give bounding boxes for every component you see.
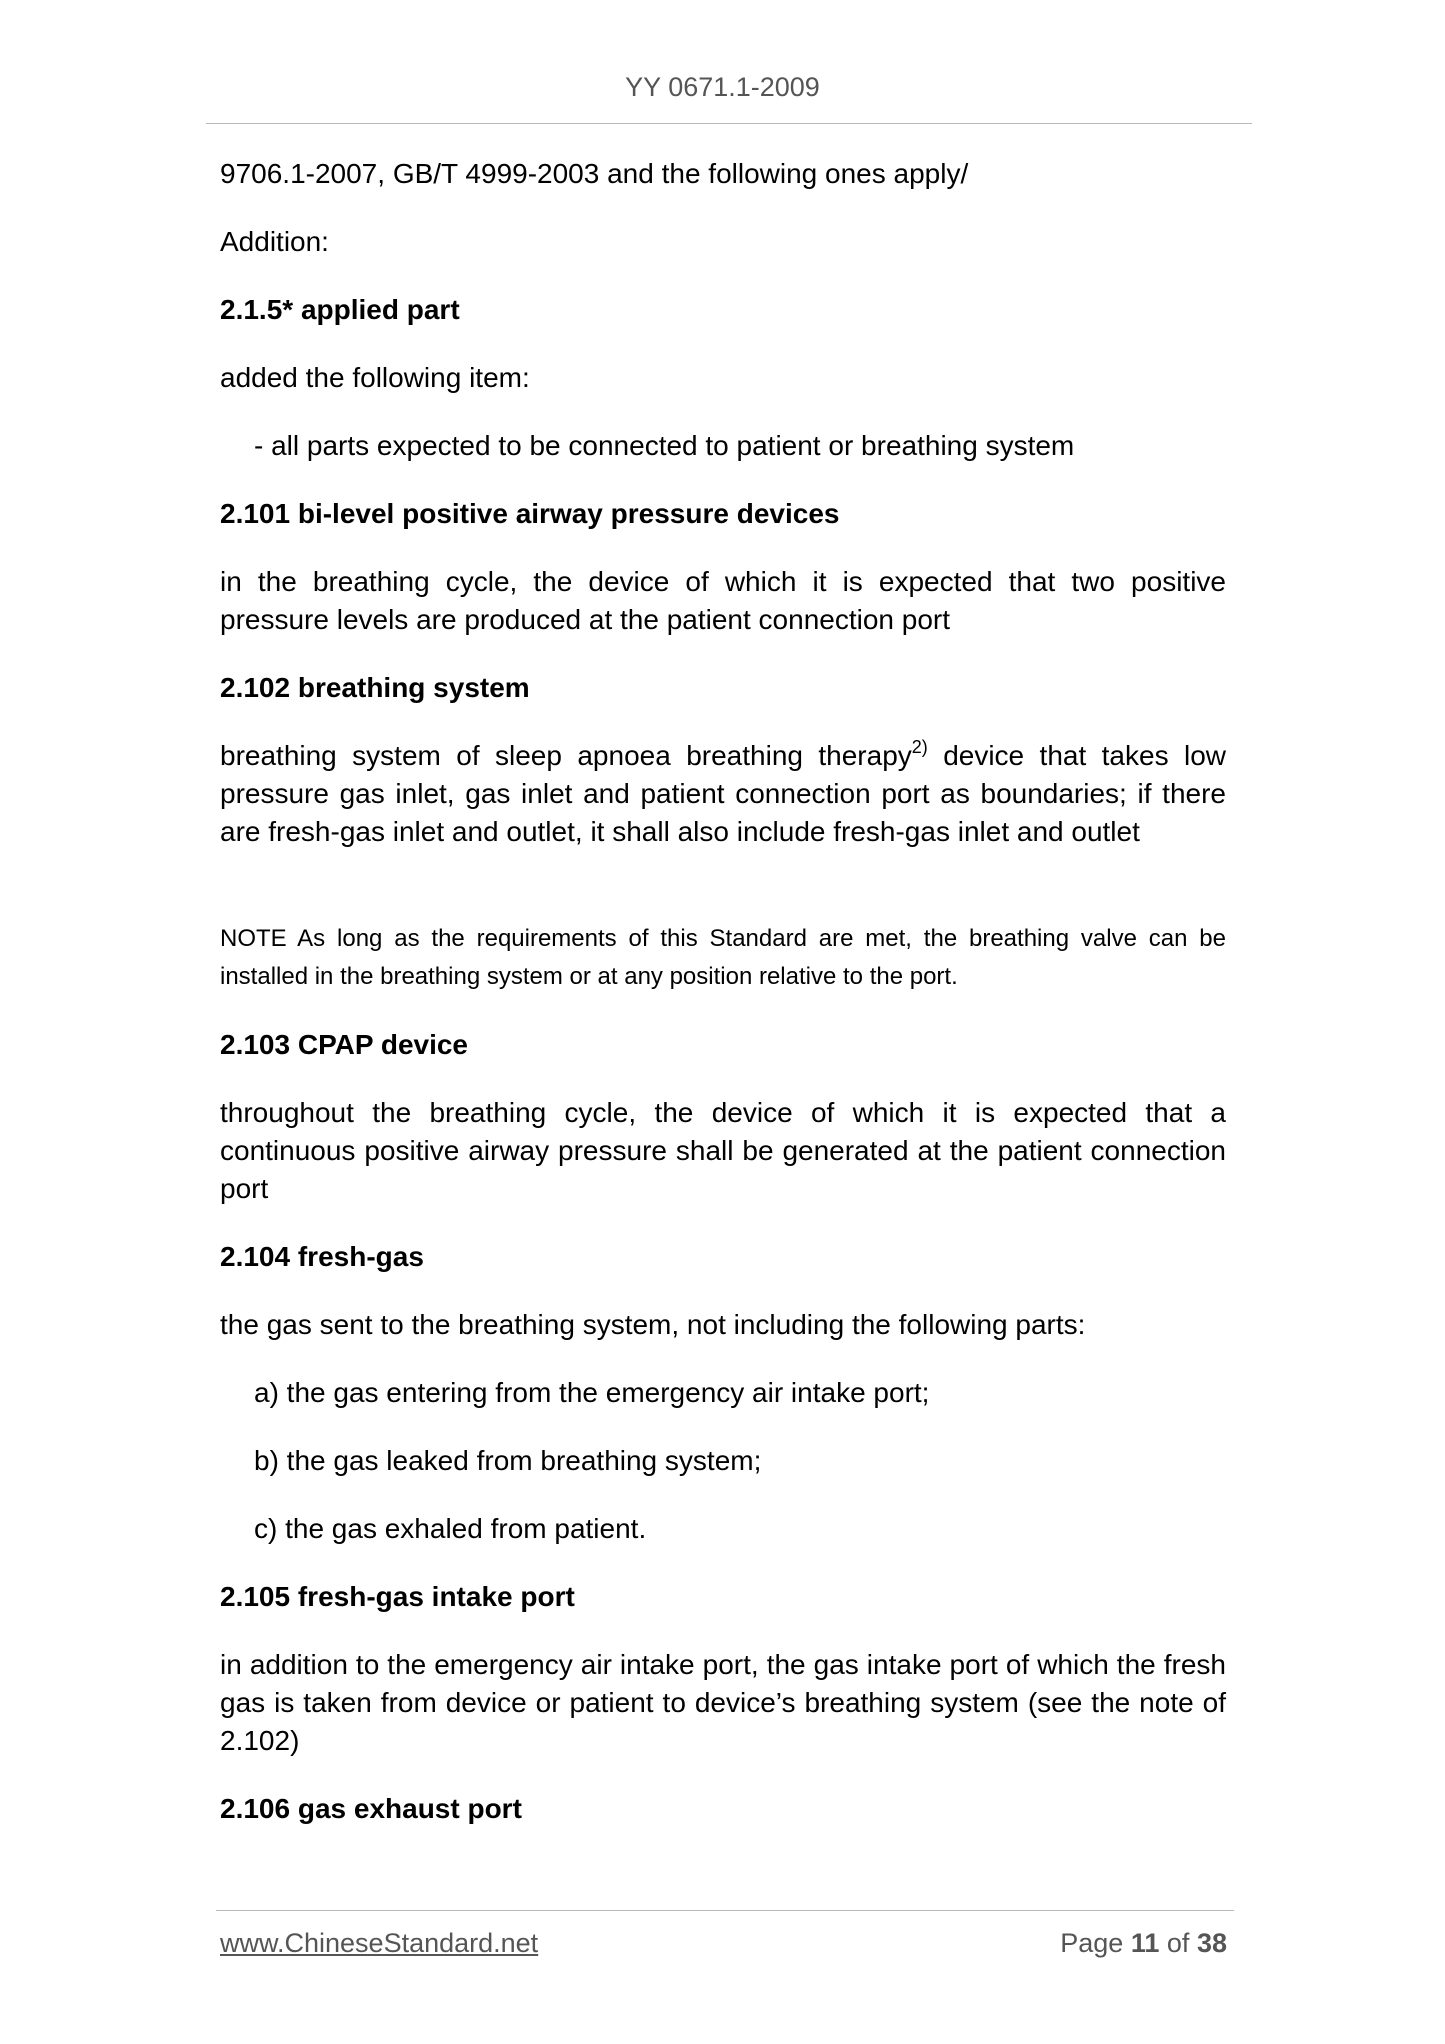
header-divider — [206, 123, 1252, 124]
footer-divider — [216, 1910, 1234, 1911]
definition-2-104: the gas sent to the breathing system, not including the following parts: — [220, 1309, 1086, 1340]
document-header-title: YY 0671.1-2009 — [625, 72, 820, 102]
list-item-all-parts: - all parts expected to be connected to patient or breathing system — [254, 430, 1075, 461]
heading-2-104: 2.104 fresh-gas — [220, 1241, 424, 1272]
intro-paragraph: 9706.1-2007, GB/T 4999-2003 and the following ones apply/ — [220, 158, 969, 189]
page-current: 11 — [1130, 1928, 1160, 1958]
definition-2-103: throughout the breathing cycle, the device of which it is expected that a continuous positive airway pressure shall be generated at the patient connection port — [220, 1097, 1226, 1204]
page-label: Page — [1060, 1928, 1124, 1958]
heading-2-105: 2.105 fresh-gas intake port — [220, 1581, 575, 1612]
website-link[interactable]: www.ChineseStandard.net — [220, 1928, 539, 1958]
definition-2-105: in addition to the emergency air intake port, the gas intake port of which the fresh gas is taken from device or patient to device’s breathing system (see the note of 2.102) — [220, 1649, 1226, 1756]
note-2-102: NOTE As long as the requirements of this Standard are met, the breathing valve can be installed in the breathing system or at any position relative to the port. — [220, 925, 1226, 990]
definition-2-102 — [220, 737, 1226, 851]
heading-2-1-5: 2.1.5* applied part — [220, 294, 460, 325]
heading-2-101: 2.101 bi-level positive airway pressure devices — [220, 498, 840, 529]
heading-2-102: 2.102 breathing system — [220, 672, 530, 703]
heading-2-106: 2.106 gas exhaust port — [220, 1793, 522, 1824]
list-item-c: c) the gas exhaled from patient. — [254, 1513, 647, 1544]
definition-2-102-part-b: device that takes low pressure gas inlet, gas inlet and patient connection port as boundaries; if there are fresh-gas inlet and outlet, it shall also include fresh-gas inlet and outlet — [220, 740, 1226, 847]
list-item-b: b) the gas leaked from breathing system; — [254, 1445, 762, 1476]
footnote-ref-2: 2) — [911, 736, 928, 757]
list-item-a: a) the gas entering from the emergency air intake port; — [254, 1377, 930, 1408]
page-indicator — [1060, 1928, 1227, 1959]
definition-2-101: in the breathing cycle, the device of which it is expected that two positive pressure levels are produced at the patient connection port — [220, 566, 1226, 635]
heading-2-103: 2.103 CPAP device — [220, 1029, 469, 1060]
page-total: 38 — [1196, 1928, 1227, 1958]
added-item-paragraph: added the following item: — [220, 362, 530, 393]
definition-2-102-part-a: breathing system of sleep apnoea breathing therapy — [220, 740, 912, 771]
addition-label: Addition: — [220, 226, 329, 257]
page-of: of — [1166, 1928, 1190, 1958]
